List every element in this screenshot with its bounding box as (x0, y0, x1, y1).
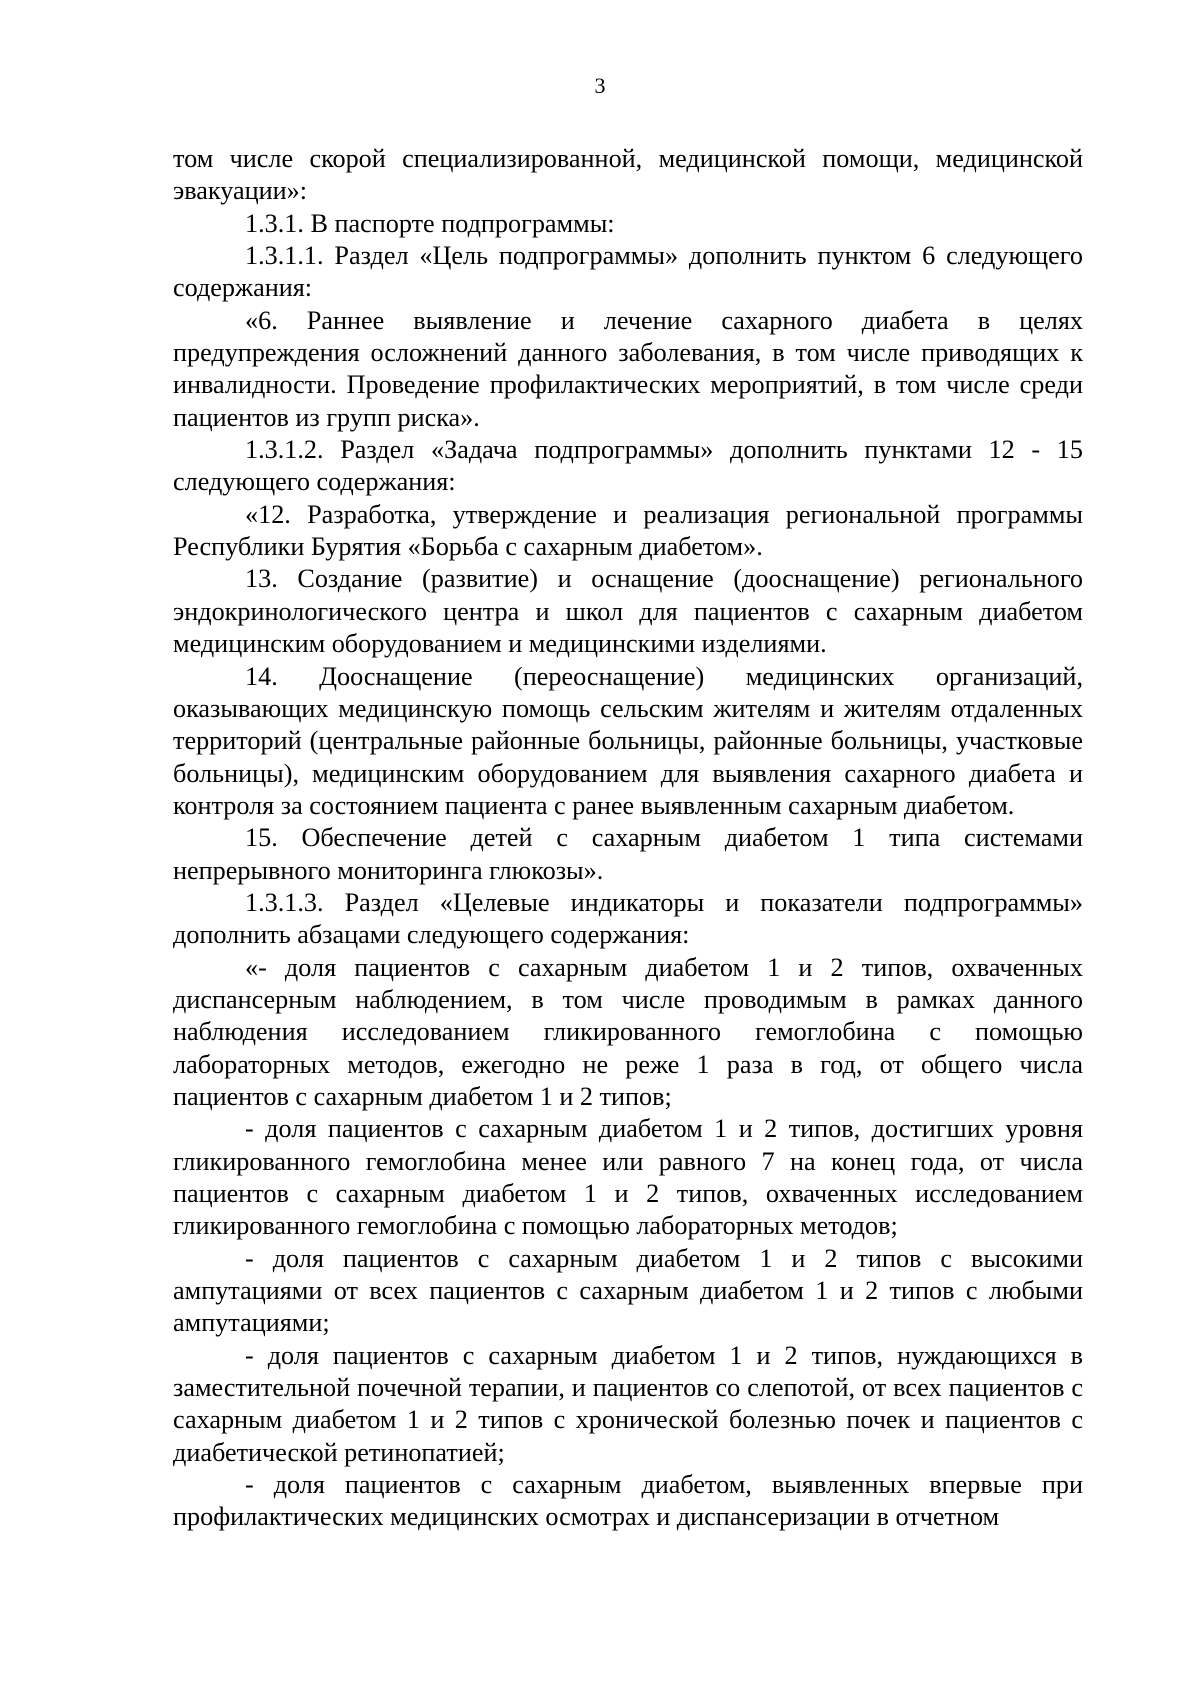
paragraph: 13. Создание (развитие) и оснащение (дооснащение) регионального эндокринологического центра и школ для пациентов с сахарным диабетом медицинским оборудованием и медицинскими изделиями. (173, 564, 1083, 659)
page-number: 3 (594, 73, 606, 98)
paragraph: 1.3.1.1. Раздел «Цель подпрограммы» дополнить пунктом 6 следующего содержания: (173, 241, 1083, 303)
paragraph: - доля пациентов с сахарным диабетом 1 и 2 типов, нуждающихся в заместительной почечной терапии, и пациентов со слепотой, от всех пациентов с сахарным диабетом 1 и 2 типов с хронической болезнью почек и пациентов с диабетической ретинопатией; (173, 1340, 1083, 1467)
paragraph: 15. Обеспечение детей с сахарным диабетом 1 типа системами непрерывного мониторинга глюкозы». (173, 823, 1083, 885)
paragraph: - доля пациентов с сахарным диабетом 1 и 2 типов, достигших уровня гликированного гемоглобина менее или равного 7 на конец года, от числа пациентов с сахарным диабетом 1 и 2 типов, охваченных исследованием гликированного гемоглобина с помощью лабораторных методов; (173, 1114, 1083, 1241)
document-body (173, 143, 1083, 1534)
paragraph: 1.3.1.3. Раздел «Целевые индикаторы и показатели подпрограммы» дополнить абзацами следующего содержания: (173, 887, 1083, 950)
paragraph: «12. Разработка, утверждение и реализация региональной программы Республики Бурятия «Борьба с сахарным диабетом». (173, 499, 1083, 562)
paragraph: 14. Дооснащение (переоснащение) медицинских организаций, оказывающих медицинскую помощь сельским жителям и жителям отдаленных территорий (центральные районные больницы, районные больницы, участковые больницы), медицинским оборудованием для выявления сахарного диабета и контроля за состоянием пациента с ранее выявленным сахарным диабетом. (173, 661, 1083, 820)
paragraph: 1.3.1. В паспорте подпрограммы: (245, 208, 615, 238)
paragraph: том числе скорой специализированной, медицинской помощи, медицинской эвакуации»: (173, 144, 1083, 206)
paragraph: «- доля пациентов с сахарным диабетом 1 и 2 типов, охваченных диспансерным наблюдением, в том числе проводимым в рамках данного наблюдения исследованием гликированного гемоглобина с помощью лабораторных методов, ежегодно не реже 1 раза в год, от общего числа пациентов с сахарным диабетом 1 и 2 типов; (173, 952, 1083, 1111)
paragraph: - доля пациентов с сахарным диабетом, выявленных впервые при профилактических медицинских осмотрах и диспансеризации в отчетном (173, 1470, 1083, 1532)
paragraph: - доля пациентов с сахарным диабетом 1 и 2 типов с высокими ампутациями от всех пациентов с сахарным диабетом 1 и 2 типов с любыми ампутациями; (173, 1243, 1083, 1338)
paragraph: 1.3.1.2. Раздел «Задача подпрограммы» дополнить пунктами 12 - 15 следующего содержания: (173, 435, 1083, 497)
paragraph: «6. Раннее выявление и лечение сахарного диабета в целях предупреждения осложнений данного заболевания, в том числе приводящих к инвалидности. Проведение профилактических мероприятий, в том числе среди пациентов из групп риска». (173, 305, 1083, 432)
